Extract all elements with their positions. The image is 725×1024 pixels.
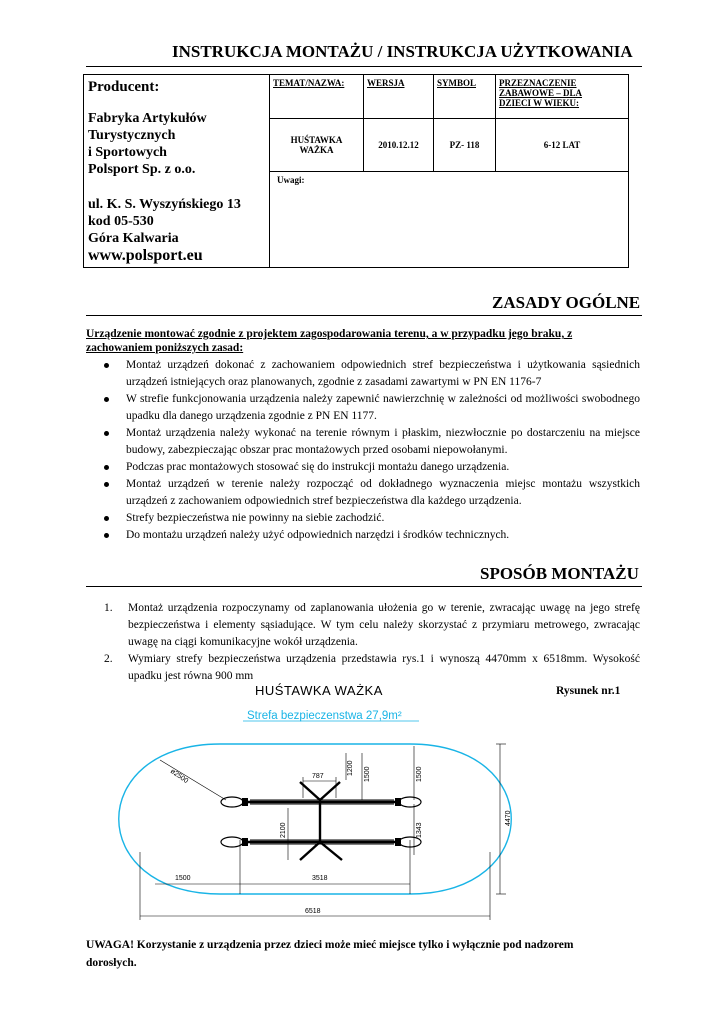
- dim-left-margin: 1500: [175, 875, 191, 882]
- step-text: Wymiary strefy bezpieczeństwa urządzenia przedstawia rys.1 i wynoszą 4470mm x 6518mm. Wysokość upadku jest równa 900 mm: [128, 653, 640, 682]
- product-info-table: [83, 74, 629, 268]
- drawing-title: HUŚTAWKA WAŻKA: [255, 683, 383, 698]
- dim-total-height: 4470: [505, 810, 512, 826]
- producer-label: Producent:: [88, 79, 160, 95]
- value-version: 2010.12.12: [364, 119, 434, 172]
- list-item: [104, 510, 640, 527]
- general-rules-underline: [86, 315, 642, 316]
- producer-name-line: Fabryka Artykułów: [88, 111, 207, 126]
- dim-diagonal: ø2500: [168, 767, 190, 786]
- list-item-text: Montaż urządzeń w terenie należy rozpocząć od dokładnego wyznaczenia miejsc montażu wszystkich urządzeń z zachowaniem odpowiednich stref bezpieczeństwa dla każdego urządzenia.: [126, 478, 640, 507]
- list-item-text: Montaż urządzenia należy wykonać na terenie równym i płaskim, niezwłocznie po dostarczeniu na miejsce budowy, zabezpieczając obszar prac montażowych przed osobami niepowołanymi.: [126, 427, 640, 456]
- value-symbol: PZ- 118: [434, 119, 496, 172]
- producer-name-line: Turystycznych: [88, 128, 176, 143]
- header-name: TEMAT/NAZWA:: [270, 75, 364, 119]
- header-age: [496, 75, 629, 119]
- value-age: 6-12 LAT: [496, 119, 629, 172]
- zone-label: Strefa bezpieczenstwa 27,9m²: [247, 710, 402, 722]
- remarks-cell: Uwagi:: [270, 172, 629, 268]
- dim-h5: 2100: [280, 822, 287, 838]
- seat-handle: [242, 798, 248, 806]
- header-age-line: PRZEZNACZENIE: [499, 78, 577, 88]
- general-rules-heading: ZASADY OGÓLNE: [492, 293, 641, 312]
- seat-handle: [395, 838, 401, 846]
- step-text: Montaż urządzenia rozpoczynamy od zaplanowania ułożenia go w terenie, zwracając uwagę na jego strefę bezpieczeństwa i elementy sąsiadujące. W tym celu należy skorzystać z przymiaru metrowego, zwracając uwagę na ciągi komunikacyjne wokół urządzenia.: [128, 602, 640, 648]
- safety-zone-outline: [119, 744, 512, 894]
- warning-note: UWAGA! Korzystanie z urządzenia przez dzieci może mieć miejsce tylko i wyłącznie pod nadzorem dorosłych.: [86, 939, 574, 969]
- dim-h2: 1500: [364, 766, 371, 782]
- list-item-text: Podczas prac montażowych stosować się do instrukcji montażu danego urządzenia.: [126, 461, 510, 473]
- dim-h1: 1200: [347, 760, 354, 776]
- list-item: [104, 476, 640, 510]
- value-name-line: HUŚTAWKA: [290, 135, 343, 145]
- step-number: 1.: [104, 602, 113, 614]
- list-item-text: Do montażu urządzeń należy użyć odpowiednich narzędzi i środków technicznych.: [126, 529, 510, 541]
- dim-center-width: 3518: [312, 875, 328, 882]
- general-rules-list: [104, 357, 640, 544]
- producer-address-line: kod 05-530: [88, 214, 154, 229]
- producer-name-line: Polsport Sp. z o.o.: [88, 162, 196, 177]
- assembly-steps: [104, 600, 640, 685]
- safety-zone-drawing: [0, 680, 725, 930]
- header-version: WERSJA: [364, 75, 434, 119]
- list-item: [104, 357, 640, 391]
- producer-name-line: i Sportowych: [88, 145, 167, 160]
- list-item: [104, 600, 640, 651]
- seat-icon: [399, 797, 421, 807]
- producer-website[interactable]: www.polsport.eu: [88, 247, 203, 264]
- list-item: [104, 391, 640, 425]
- swing-frame: [245, 782, 398, 860]
- list-item-text: W strefie funkcjonowania urządzenia należy zapewnić nawierzchnię w zależności od możliwości swobodnego upadku dla danego urządzenia zgodnie z PN EN 1177.: [126, 393, 640, 422]
- dim-h3: 1500: [416, 766, 423, 782]
- bullet-icon: [104, 363, 109, 368]
- value-name: [270, 119, 364, 172]
- seat-handle: [395, 798, 401, 806]
- general-rules-lead: Urządzenie montować zgodnie z projektem zagospodarowania terenu, a w przypadku jego braku, z zachowaniem poniższych zasad:: [86, 328, 573, 354]
- title-underline: [86, 66, 642, 67]
- seat-handle: [242, 838, 248, 846]
- header-age-line: ZABAWOWE – DLA: [499, 88, 583, 98]
- bullet-icon: [104, 431, 109, 436]
- dim-h4: 1343: [416, 822, 423, 838]
- document-title: INSTRUKCJA MONTAŻU / INSTRUKCJA UŻYTKOWANIA: [172, 42, 633, 61]
- list-item: [104, 425, 640, 459]
- value-name-line: WAŻKA: [299, 145, 334, 155]
- figure-label: Rysunek nr.1: [556, 685, 621, 697]
- list-item: [104, 527, 640, 544]
- assembly-underline: [86, 586, 642, 587]
- producer-address-line: Góra Kalwaria: [88, 231, 179, 246]
- producer-cell: [84, 75, 270, 268]
- bullet-icon: [104, 465, 109, 470]
- bullet-icon: [104, 482, 109, 487]
- header-age-line: DZIECI W WIEKU:: [499, 98, 580, 108]
- assembly-heading: SPOSÓB MONTAŻU: [480, 564, 639, 583]
- list-item-text: Strefy bezpieczeństwa nie powinny na siebie zachodzić.: [126, 512, 385, 524]
- header-symbol: SYMBOL: [434, 75, 496, 119]
- bullet-icon: [104, 397, 109, 402]
- step-number: 2.: [104, 653, 113, 665]
- bullet-icon: [104, 533, 109, 538]
- list-item: [104, 459, 640, 476]
- dim-top-width: 787: [312, 773, 324, 780]
- swing-beams: [250, 800, 394, 844]
- dim-total-width: 6518: [305, 908, 321, 915]
- bullet-icon: [104, 516, 109, 521]
- list-item-text: Montaż urządzeń dokonać z zachowaniem odpowiednich stref bezpieczeństwa i użytkowania sąsiednich urządzeń istniejących oraz planowanych, zgodnie z zasadami zawartymi w PN EN 1176-7: [126, 359, 640, 388]
- seat-icon: [221, 797, 243, 807]
- producer-address-line: ul. K. S. Wyszyńskiego 13: [88, 197, 241, 212]
